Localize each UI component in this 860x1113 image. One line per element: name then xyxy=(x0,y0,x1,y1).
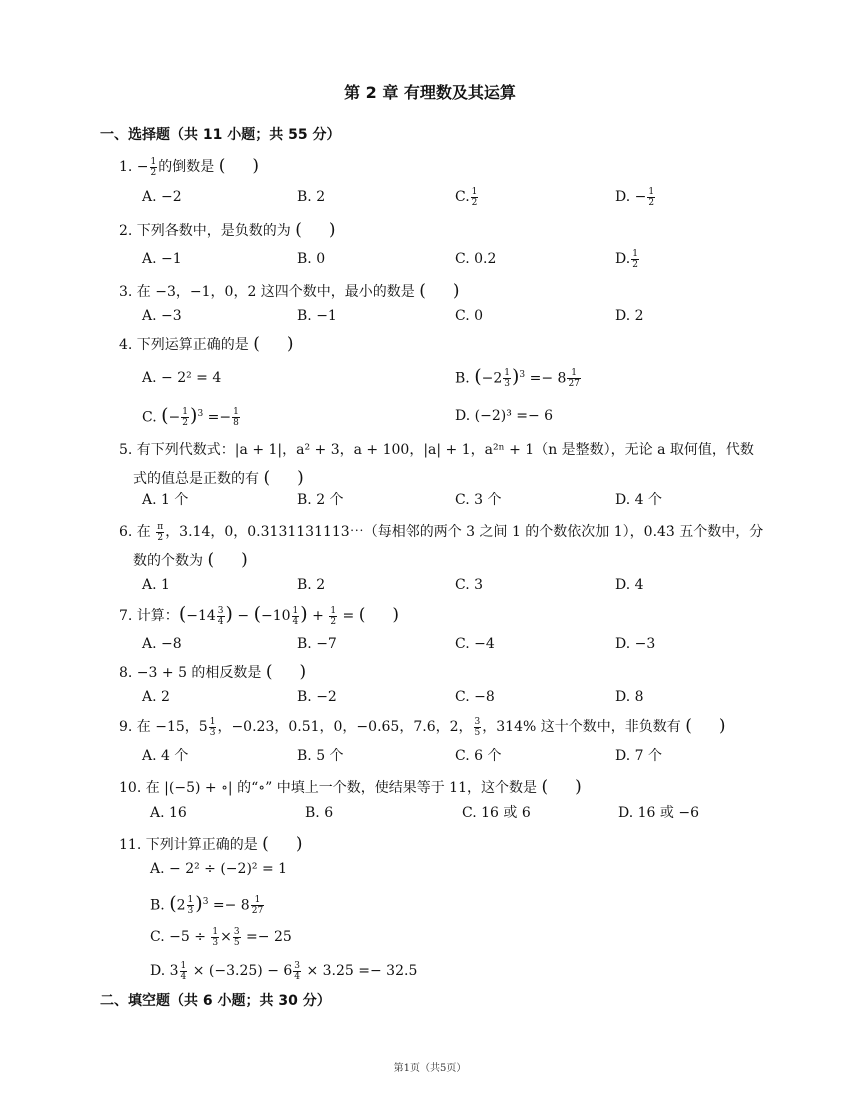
question-1-option-d: D. − $\frac{1}{2}$ xyxy=(615,186,655,208)
question-3-stem: 3. 在 −3，−1，0，2 这四个数中，最小的数是 ( ) xyxy=(119,281,460,301)
section-heading-fill: 二、填空题（共 6 小题；共 30 分） xyxy=(100,993,331,1009)
question-1-option-b: B. 2 xyxy=(297,189,326,205)
question-10-stem: 10. 在 |(−5) + ∘| 的“∘” 中填上一个数，使结果等于 11，这个数是 ( ) xyxy=(119,777,582,797)
question-9-stem: 9. 在 −15，5 $\frac{1}{3}$ ，−0.23，0.51，0，−0.65，7.6，2， $\frac{3}{5}$ ，314% 这十个数中，非负数有 ( ) xyxy=(119,716,726,738)
question-8-option-b: B. −2 xyxy=(297,689,337,705)
question-5-option-a: A. 1 个 xyxy=(142,492,189,508)
question-11-stem: 11. 下列计算正确的是 ( ) xyxy=(119,834,303,854)
page-footer: 第1页（共5页） xyxy=(393,1063,467,1074)
question-7-option-a: A. −8 xyxy=(142,636,182,652)
question-9-option-d: D. 7 个 xyxy=(615,748,662,764)
question-7-stem: 7. 计算：(−14 $\frac{3}{4}$ ) − (−10 $\frac{1}{4}$ ) + $\frac{1}{2}$ = ( ) xyxy=(119,603,400,627)
question-1-option-a: A. −2 xyxy=(142,189,182,205)
question-6-option-a: A. 1 xyxy=(142,577,170,593)
question-3-option-c: C. 0 xyxy=(455,308,484,324)
question-6-stem: 6. 在 $\frac{\pi}{2}$ ，3.14，0，0.3131131113⋯（每相邻的两个 3 之间 1 的个数依次加 1），0.4̇3̇ 五个数中，分 数的个数为 ( ) xyxy=(119,521,764,570)
question-7-option-b: B. −7 xyxy=(297,636,337,652)
page-title: 第 2 章 有理数及其运算 xyxy=(344,83,516,102)
question-7-option-d: D. −3 xyxy=(615,636,656,652)
question-1-stem: 1. − $\frac{1}{2}$ 的倒数是 ( ) xyxy=(119,156,260,178)
question-2-option-d: D. $\frac{1}{2}$ xyxy=(615,248,638,270)
question-5-option-b: B. 2 个 xyxy=(297,492,344,508)
question-4-option-a: A. − 2² = 4 xyxy=(142,370,222,386)
question-9-option-b: B. 5 个 xyxy=(297,748,344,764)
question-3-option-d: D. 2 xyxy=(615,308,644,324)
question-10-option-b: B. 6 xyxy=(305,805,334,821)
question-11-option-d: D. 3 $\frac{1}{4}$ × (−3.25) − 6 $\frac{3}{4}$ × 3.25 =− 32.5 xyxy=(150,960,418,982)
question-6-option-b: B. 2 xyxy=(297,577,326,593)
question-3-option-b: B. −1 xyxy=(297,308,337,324)
question-11-option-c: C. −5 ÷ $\frac{1}{3}$ × $\frac{3}{5}$ =− 25 xyxy=(150,926,292,948)
question-9-option-a: A. 4 个 xyxy=(142,748,189,764)
question-7-option-c: C. −4 xyxy=(455,636,495,652)
question-4-option-c: C. (− $\frac{1}{2}$ )$^3$ =− $\frac{1}{8}$ xyxy=(142,404,239,429)
question-1-option-c: C. $\frac{1}{2}$ xyxy=(455,186,478,208)
question-8-option-a: A. 2 xyxy=(142,689,170,705)
question-8-option-c: C. −8 xyxy=(455,689,495,705)
question-8-option-d: D. 8 xyxy=(615,689,644,705)
question-4-stem: 4. 下列运算正确的是 ( ) xyxy=(119,334,294,354)
question-2-stem: 2. 下列各数中，是负数的为 ( ) xyxy=(119,220,336,240)
question-2-option-a: A. −1 xyxy=(142,251,182,267)
question-8-stem: 8. −3 + 5 的相反数是 ( ) xyxy=(119,662,307,682)
question-6-option-d: D. 4 xyxy=(615,577,644,593)
question-5-stem: 5. 有下列代数式：|a + 1|，a² + 3，a + 100，|a| + 1，a²ⁿ + 1（n 是整数），无论 a 取何值，代数 式的值总是正数的有 ( ) xyxy=(119,442,754,488)
question-5-option-d: D. 4 个 xyxy=(615,492,662,508)
question-4-option-b: B. (−2 $\frac{1}{3}$ )$^3$ =− 8 $\frac{1}{27}$ xyxy=(455,365,580,390)
question-11-option-b: B. (2 $\frac{1}{3}$ )$^3$ =− 8 $\frac{1}{27}$ xyxy=(150,892,264,917)
question-10-option-c: C. 16 或 6 xyxy=(462,805,531,821)
question-9-option-c: C. 6 个 xyxy=(455,748,502,764)
section-heading-choice: 一、选择题（共 11 小题；共 55 分） xyxy=(100,127,341,143)
question-11-option-a: A. − 2² ÷ (−2)² = 1 xyxy=(150,861,288,877)
question-10-option-a: A. 16 xyxy=(150,805,187,821)
question-3-option-a: A. −3 xyxy=(142,308,182,324)
question-10-option-d: D. 16 或 −6 xyxy=(618,805,699,821)
question-6-option-c: C. 3 xyxy=(455,577,484,593)
question-4-option-d: D. (−2)³ =− 6 xyxy=(455,408,554,424)
question-5-option-c: C. 3 个 xyxy=(455,492,502,508)
question-2-option-c: C. 0.2 xyxy=(455,251,497,267)
question-2-option-b: B. 0 xyxy=(297,251,326,267)
